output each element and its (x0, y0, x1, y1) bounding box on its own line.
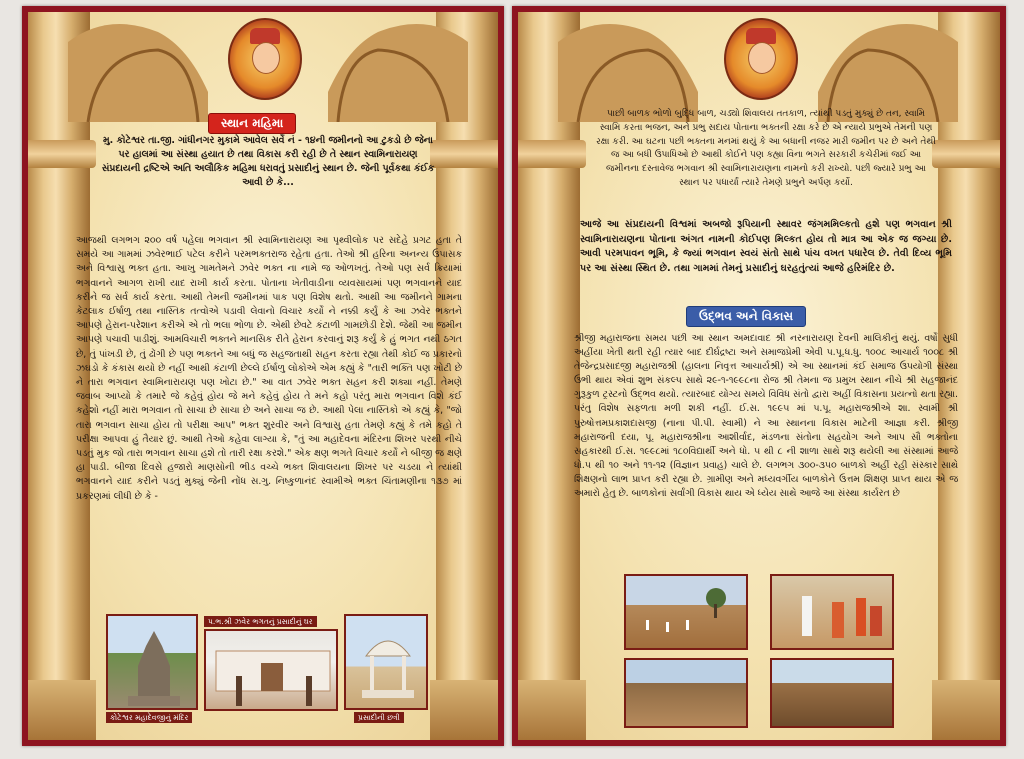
trees-shape (626, 576, 748, 650)
photo-site-3 (624, 658, 748, 728)
photo-house (204, 629, 338, 711)
right-page (512, 6, 1006, 746)
caption-house: પ.ભ.શ્રી ઝવેર ભગતનું પ્રસાદીનું ઘર (204, 616, 317, 627)
photo-site-4 (770, 658, 894, 728)
chhatri-shape (346, 616, 428, 710)
photo-chhatri (344, 614, 428, 710)
people-shape (772, 576, 894, 650)
heading-sthan-mahima: સ્થાન મહિમા (208, 113, 296, 134)
heading-udbhav-vikas: ઉદ્ભવ અને વિકાસ (686, 306, 806, 327)
verse-paragraph: પાછી બાળક ભોળો બુદ્ધિ બાળ, ચડ્યો શિવાલય તતકાળ, ત્યાંથી પડતું મુક્યું છે તન, સ્વામિ સ્વામિ કરતા ભજન, અને પ્રભુ સદાય પોતાના ભક્તની રક્ષા કરે છે એ ન્યાયે પ્રભુએ તેમની પણ રક્ષા કરી. આ ઘટના પછી ભક્તના મનમાં થયું કે આ બધાની નજર મારી જમીન પર છે અને તેથી જ આ બધી ઉપાધિઓ છે આથી કોઈને પણ કહ્યા વિના ભગતે સરકારી કચેરીમાં જઈ આ જમીનના દસ્તાવેજ ભગવાન શ્રી સ્વામિનારાયણના નામનો કરી રાખ્યો. પછી જ્યારે પ્રભુ આ સ્થાન પર પધાર્યાં ત્યારે તેમણે પ્રભુને અર્પણ કર્યો. (596, 109, 936, 188)
deity-medallion-right (724, 18, 798, 100)
caption-temple: કોટેશ્વર મહાદેવજીનું મંદિર (106, 712, 192, 723)
right-page-content (518, 12, 1000, 740)
caption-chhatri: પ્રસાદીની છત્રી (354, 712, 404, 723)
story-paragraph: આજથી લગભગ ૨૦૦ વર્ષ પહેલા ભગવાન શ્રી સ્વામિનારાયણ આ પૃથ્વીલોક પર સદેહે પ્રગટ હતા તે સમયે આ ગામમાં ઝવેરભાઈ પટેલ કરીને પરમભક્તરાજ રહેતા હતા. તેઓ શ્રી હરિના અનન્ય ઉપાસક અને વિશ્વાસુ ભક્ત હતા. આખુ ગામતેમને ઝવેર ભક્ત ના નામે જ ઓળખતું. તેઓ પણ સર્વ ક્રિયામાં ભગવાનને આગળ રાખી યાદ રાખી કાર્ય કરતા. પોતાના ખેતીવાડીના વ્યવસાયમાં પણ ભગવાનને યાદ કરીને જ સર્વ કાર્ય કરતા. આથી તેમની જમીનમાં પાક પણ વિશેષ થતો. આથી આ જમીનને ગામના કેટલાક ઈર્ષાળુ તથા નાસ્તિક તત્વોએ પડાવી લેવાનો વિચાર કર્યો ને નક્કી કર્યું કે આ ઝવેર ભક્તને આપણે હેરાન-પરેશાન કરીએ એ તો ભલા ભોળા છે. એથી છેવટે કંટાળી ગામછોડી દેશે. જેથી આ જમીન આપણે પચાવી પાડીશું. આમવિચારી ભક્તને માનસિક રીતે હેરાન કરવાનું શરૂ કર્યું કે હું ભગત નથી ઠગત છે, તું પાંખડી છે, તું ઢોંગી છે પણ ભક્તને આ બધું જ સહજતાથી સહન કરતા રહ્યા તેથી કોઈ જ પ્રકારનો ઝઘડો કે કંકાસ થયો છે નહીં આથી કંટાળી છેલ્લે ઈર્ષાળુ લોકોએ એમ કહ્યું કે "તારી ભક્તિ પણ ખોટી છે ને તારા ભગવાન સ્વામિનારાયણ પણ ખોટા છે." આ વાત ઝવેર ભક્ત સહન કરી શક્યા નહીં. તેમણે જવાબ આપ્યો કે તમારે જે કહેવું હોય જે મને કહેવું હોય તે મને કહો પરંતુ મારા ભગવાન વિશે કંઈ કહેશો નહીં મારા ભગવાન તો સાચા છે સાચા છે અને સાચા જ છે. આથી પેલા નાસ્તિકો એ કહ્યું કે, "જો તારા ભગવાન સાચા હોય તો પરીક્ષા આપ" ભક્ત શુરવીર અને વિશ્વાસુ હતા તેમણે કહ્યું કે તમે કહો તે પરીક્ષા આપવા હું તૈયાર છું. આથી તેઓ કહેવા લાગ્યા કે, "તું આ મહાદેવના મંદિરના શિખર પરથી નીચે પડતું મુક જો તારા ભગવાન સાચા હશે તો તારી રક્ષા કરશે." એક ક્ષણ ભગતે વિચાર કર્યો ને બીજી જ ક્ષણે હા પાડી. બીજા દિવસે હજારો માણસોની ભીડ વચ્ચે ભક્ત શિવાલયના શિખર પર ચડયા ને ત્યાંથી ભગવાનને યાદ કરીને પડતું મુક્યું જેની નોંધ સ.ગુ. નિષ્કુળાનંદ સ્વામીએ ભક્ત ચિંતામણીના ૧૩૭ માં પ્રકરણમાં લીધી છે કે - (76, 235, 462, 502)
history-paragraph: શ્રીજી મહારાજના સમય પછી આ સ્થાન અમદાવાદ શ્રી નરનારાયણ દેવની માલિકીનું થયું. વર્ષો સુધી અહીંયા ખેતી થતી રહી ત્યાર બાદ દીર્ઘદ્રષ્ટા અને સમાજપ્રેમી એવી પ.પૂ.ધ.ધુ. ૧૦૦૮ આચાર્ય ૧૦૦૮ શ્રી તેજેન્દ્રપ્રસાદજી મહારાજશ્રી (હાલના નિવૃત્ત આચાર્યશ્રી) એ આ સ્થાનમાં કંઈ સમાજ ઉપયોગી સંસ્થા ઉભી થાય એવાં શુભ સંકલ્પ સાથે ૨૯-૧-૧૯૯૮ના રોજ શ્રી તેમના જ પ્રમુખ સ્થાન નીચે શ્રી સહજાનંદ ગુરૂકુળ ટ્રસ્ટનો ઉદ્ભવ થયો. ત્યારબાદ યોગ્ય સમયે વિવિધ સંતો દ્વારા અહીં વિકાસના પ્રયત્નો થતા રહ્યા. પરંતુ વિશેષ સફળતા મળી શકી નહીં. ઈ.સ. ૧૯૯૫ માં પ.પૂ. મહારાજશ્રીએ શા. સ્વામી શ્રી પુરુષોત્તમપ્રકાશદાસજી (નાના પી.પી. સ્વામી) ને આ સ્થાનના વિકાસ માટેની આજ્ઞા કરી. શ્રીજી મહારાજની દયા, પૂ. મહારાજશ્રીના આશીર્વાદ, મંડળના સંતોના સહયોગ અને આપ સૌ ભક્તોના સહકારથી ઈ.સ. ૧૯૯૮માં ૧૮૦વિદ્યાર્થી અને ધો. ૫ થી ૮ ની શાળા સાથે શરૂ થયેલી આ સંસ્થામાં આજે ધો.૫ થી ૧૦ અને ૧૧-૧૨ (વિજ્ઞાન પ્રવાહ) ચાલે છે. લગભગ ૩૦૦-૩૫૦ બાળકો અહીં રહી સંસ્કાર સાથે શિક્ષણનો લાભ પ્રાપ્ત કરી રહ્યા છે. ગ્રામીણ અને મધ્યવર્ગીય બાળકોને ઉત્તમ શિક્ષણ પ્રાપ્ત થાય એ જ અમારો હેતુ છે. બાળકોનાં સર્વાંગી વિકાસ થાય એ ધ્યેય સાથે આજે આ સંસ્થા કાર્યરત છે (574, 333, 958, 500)
para-property: આજે આ સંપ્રદાયની વિશ્વમાં અબજો રૂપિયાની સ્થાવર જંગમમિલ્કતો હશે પણ ભગવાન શ્રી સ્વામિનારાયણના પોતાના અંગત નામની કોઈપણ મિલ્કત હોય તો માત્ર આ એક જ જગ્યા છે. આવી પરમપાવન ભૂમિ, કે જ્યાં ભગવાન સ્વયં સંતો સાથે પાંચ વખત પધારેલ છે. તેવી દિવ્ય ભૂમિ પર આ સંસ્થા સ્થિત છે. તથા ગામમાં તેમનું પ્રસાદીનું ઘરહતુંત્યાં આજે હરિમંદિર છે. (580, 219, 952, 274)
temple-shape (108, 616, 198, 710)
photo-temple (106, 614, 198, 710)
photo-site-1 (624, 574, 748, 650)
deity-medallion (228, 18, 302, 100)
left-page (22, 6, 504, 746)
photo-site-2 (770, 574, 894, 650)
left-page-content (28, 12, 498, 740)
house-shape (206, 631, 338, 711)
intro-paragraph: મુ. કોટેશ્વર તા.જી. ગાંધીનગર મુકામે આવેલ સર્વે નં - ૧૪ની જમીનનો આ ટુકડો છે જેના પર હાલમાં આ સંસ્થા હયાત છે તથા વિકાસ કરી રહી છે તે સ્થાન સ્વામિનારાયણ સંપ્રદાયની દ્રષ્ટિએ અતિ અલૌકિક મહિમા ધરાવતું પ્રસાદીનું સ્થાન છે. જેની પૂર્વકથા કંઈક આવી છે કે... (101, 135, 435, 189)
